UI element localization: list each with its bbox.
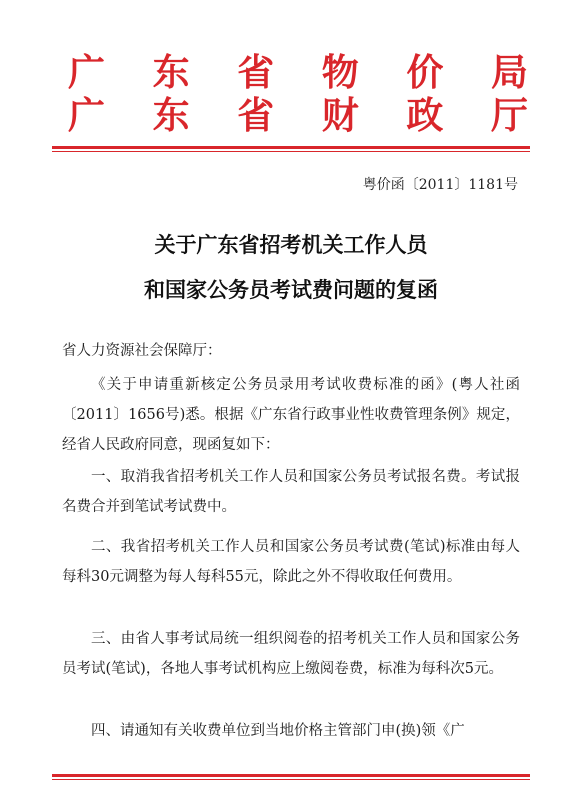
- letterhead-char: 财: [321, 93, 359, 137]
- letterhead-char: 局: [490, 50, 528, 94]
- body-paragraph: [62, 624, 520, 684]
- letterhead-char: 省: [237, 50, 275, 94]
- salutation: 省人力资源社会保障厅：: [62, 343, 222, 359]
- letterhead-char: 政: [406, 93, 444, 137]
- paragraph-text: 二、我省招考机关工作人员和国家公务员考试费(笔试)标准由每人每科30元调整为每人每科55元，除此之外不得收取任何费用。: [62, 539, 520, 585]
- paragraph-text: 《关于申请重新核定公务员录用考试收费标准的函》(粤人社函〔2011〕1656号)悉。根据《广东省行政事业性收费管理条例》规定，经省人民政府同意，现函复如下：: [62, 377, 520, 453]
- paragraph-text: 四、请通知有关收费单位到当地价格主管部门申(换)领《广: [91, 723, 465, 739]
- letterhead-divider-thick: [52, 146, 530, 149]
- letterhead-char: 厅: [490, 93, 528, 137]
- paragraph-text: 三、由省人事考试局统一组织阅卷的招考机关工作人员和国家公务员考试(笔试)，各地人事考试机构应上缴阅卷费，标准为每科次5元。: [62, 631, 520, 677]
- letterhead-line-finance-dept: [68, 95, 528, 135]
- body-paragraph: [62, 370, 520, 460]
- body-paragraph: [62, 716, 520, 746]
- document-title-line-1: 关于广东省招考机关工作人员: [154, 233, 428, 257]
- body-paragraph: [62, 532, 520, 592]
- body-paragraph: [62, 462, 520, 522]
- document-title-line-2: 和国家公务员考试费问题的复函: [144, 278, 438, 302]
- paragraph-text: 一、取消我省招考机关工作人员和国家公务员考试报名费。考试报名费合并到笔试考试费中。: [62, 469, 520, 515]
- document-number: 粤价函〔2011〕1181号: [362, 177, 518, 193]
- letterhead-char: 广: [68, 50, 105, 94]
- letterhead-char: 省: [237, 93, 275, 137]
- letterhead-char: 东: [152, 50, 190, 94]
- letterhead-divider-thin: [52, 151, 530, 152]
- footer-divider-thin: [52, 779, 530, 780]
- letterhead-char: 东: [152, 93, 190, 137]
- footer-divider-thick: [52, 774, 530, 777]
- letterhead-line-price-bureau: [68, 52, 528, 92]
- letterhead-char: 价: [406, 50, 444, 94]
- letterhead-char: 广: [68, 93, 105, 137]
- letterhead-char: 物: [321, 50, 359, 94]
